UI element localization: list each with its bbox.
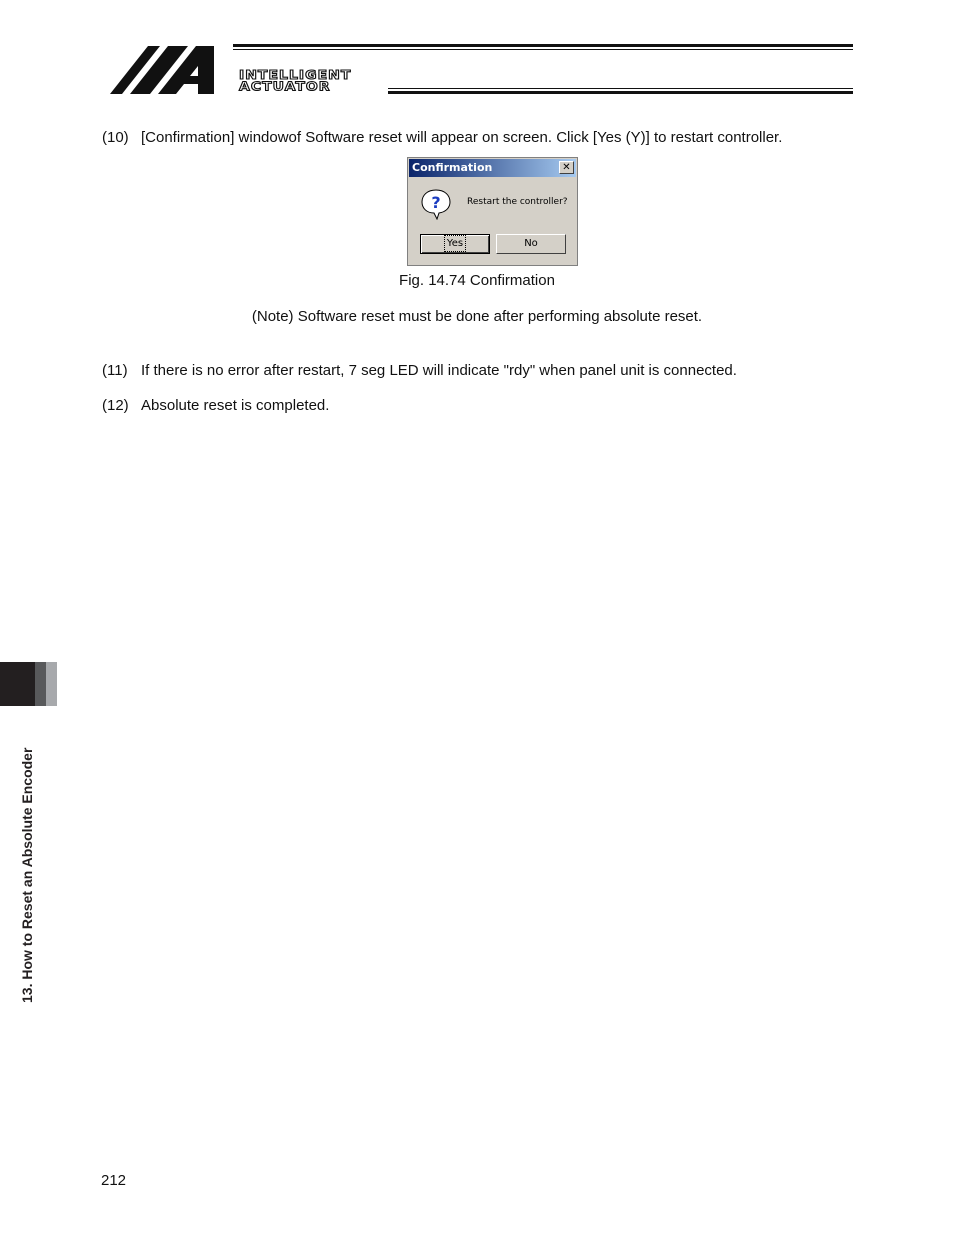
yes-button[interactable] <box>420 234 490 254</box>
step-text: If there is no error after restart, 7 seg LED will indicate "rdy" when panel unit is connected. <box>141 362 737 379</box>
svg-text:?: ? <box>431 193 441 212</box>
chapter-tab-stripe <box>35 662 46 706</box>
step-12 <box>102 397 329 415</box>
step-text: [Confirmation] windowof Software reset will appear on screen. Click [Yes (Y)] to restart controller. <box>141 129 783 146</box>
page-number: 212 <box>101 1172 127 1189</box>
dialog-titlebar <box>409 159 576 177</box>
chapter-title: 13. How to Reset an Absolute Encoder <box>19 747 35 1003</box>
ia-logo-mark <box>110 44 230 96</box>
step-number: (10) <box>102 129 129 146</box>
yes-label: Yes <box>446 238 464 249</box>
chapter-tab-marker <box>0 662 35 706</box>
question-icon <box>420 188 452 220</box>
header-rule-top <box>233 44 853 47</box>
company-name-line1: INTELLIGENT <box>239 68 352 83</box>
company-name <box>239 70 351 93</box>
no-button[interactable] <box>496 234 566 254</box>
header-rule-top-thin <box>233 49 853 50</box>
confirmation-dialog <box>407 157 578 266</box>
header-rule-bottom <box>388 91 853 94</box>
company-name-line2: ACTUATOR <box>239 79 331 95</box>
close-icon: ✕ <box>562 161 571 173</box>
step-text: Absolute reset is completed. <box>141 397 330 414</box>
dialog-message: Restart the controller? <box>467 197 568 207</box>
chapter-tab-stripe-light <box>46 662 57 706</box>
step-11 <box>102 362 737 380</box>
note: (Note) Software reset must be done after performing absolute reset. <box>251 308 703 325</box>
close-button[interactable] <box>559 161 574 174</box>
no-label: No <box>524 238 538 249</box>
figure-caption: Fig. 14.74 Confirmation <box>399 272 555 289</box>
step-number: (11) <box>102 362 128 379</box>
dialog-title: Confirmation <box>412 161 493 174</box>
step-number: (12) <box>102 397 129 414</box>
header-rule-bottom-thin <box>388 88 853 89</box>
step-10 <box>102 129 782 147</box>
